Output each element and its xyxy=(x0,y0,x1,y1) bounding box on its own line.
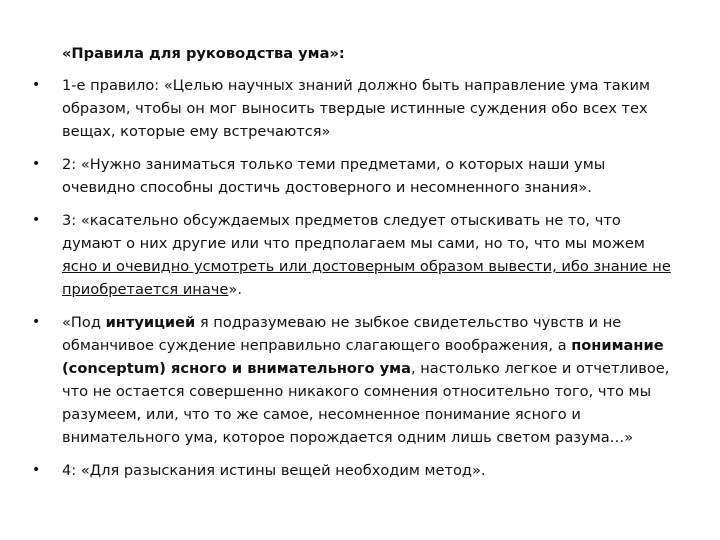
bullet-icon: • xyxy=(32,212,41,228)
intuition-bold-term: интуицией xyxy=(105,314,196,331)
rule-3-text-start: 3: «касательно обсуждаемых предметов следует отыскивать не то, что думают о них другие или что предполагаем мы сами, но то, что мы можем xyxy=(62,212,645,252)
bullet-icon: • xyxy=(32,462,41,478)
list-item-rule-2 xyxy=(30,153,680,199)
slide-heading: «Правила для руководства ума»: xyxy=(62,45,345,62)
rule-2-text: 2: «Нужно заниматься только теми предметами, о которых наши умы очевидно способны достичь достоверного и несомненного знания». xyxy=(62,156,606,196)
rule-1-text: 1-е правило: «Целью научных знаний должно быть направление ума таким образом, чтобы он мог выносить твердые истинные суждения обо всех тех вещах, которые ему встречаются» xyxy=(62,77,651,140)
rule-3-text-end: ». xyxy=(228,281,242,298)
bullet-icon: • xyxy=(32,156,41,172)
list-item-rule-4 xyxy=(30,459,680,482)
list-item-rule-1 xyxy=(30,74,680,143)
list-item-rule-3 xyxy=(30,209,680,301)
list-item-intuition xyxy=(30,311,680,449)
bullet-icon: • xyxy=(32,314,41,330)
intuition-text-middle: я подразумеваю не зыбкое свидетельство чувств и не обманчивое суждение неправильно слагающего воображения, а xyxy=(62,314,622,354)
understanding-bold-term: понимание (conceptum) ясного и внимательного ума xyxy=(62,337,664,377)
intuition-text-end: , настолько легкое и отчетливое, что не остается совершенно никакого сомнения относительно того, что мы разумеем, или, что то же самое, несомненное понимание ясного и внимательного ума, которое порождается одним лишь светом разума…» xyxy=(62,360,670,446)
rules-list xyxy=(30,74,680,482)
rule-4-text: 4: «Для разыскания истины вещей необходим метод». xyxy=(62,462,486,479)
intuition-text-start: «Под xyxy=(62,314,106,331)
rule-3-underlined-text: ясно и очевидно усмотреть или достоверным образом вывести, ибо знание не приобретается иначе xyxy=(62,258,671,298)
bullet-icon: • xyxy=(32,77,41,93)
